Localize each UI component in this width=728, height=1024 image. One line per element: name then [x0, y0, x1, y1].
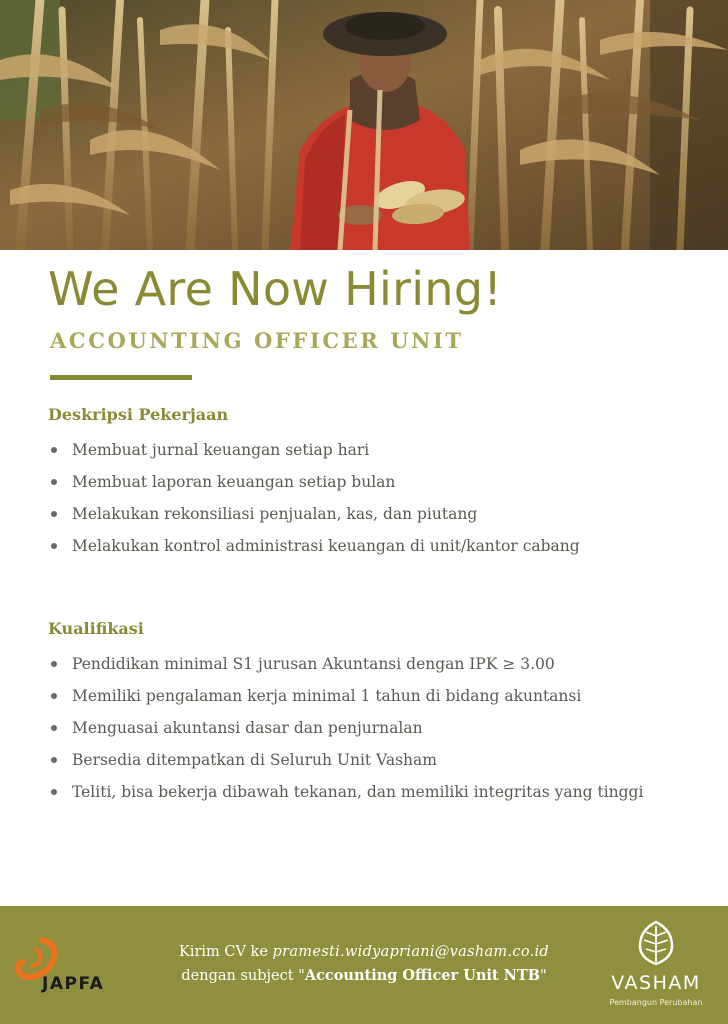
vasham-logo	[600, 920, 712, 1020]
list-item: Melakukan rekonsiliasi penjualan, kas, dan piutang	[48, 498, 674, 530]
cornfield-farmer-image	[0, 0, 728, 250]
list-item: Pendidikan minimal S1 jurusan Akuntansi dengan IPK ≥ 3.00	[48, 648, 674, 680]
contact-line-subject	[140, 964, 588, 988]
contact-line-email	[140, 940, 588, 964]
list-item: Bersedia ditempatkan di Seluruh Unit Vasham	[48, 744, 674, 776]
list-item: Melakukan kontrol administrasi keuangan di unit/kantor cabang	[48, 530, 674, 562]
vasham-leaf-icon	[636, 920, 676, 966]
position-title: ACCOUNTING OFFICER UNIT	[50, 328, 464, 353]
list-item: Menguasai akuntansi dasar dan penjurnalan	[48, 712, 674, 744]
list-item: Membuat jurnal keuangan setiap hari	[48, 434, 674, 466]
title-divider	[50, 375, 192, 380]
contact-info	[140, 940, 588, 988]
japfa-logo	[12, 936, 124, 998]
japfa-wordmark: JAPFA	[42, 974, 105, 994]
contact-prefix: Kirim CV ke	[178, 944, 273, 960]
page-title: We Are Now Hiring!	[48, 262, 503, 316]
subject-suffix: "	[539, 968, 547, 984]
qualifications-heading: Kualifikasi	[48, 619, 144, 638]
list-item: Teliti, bisa bekerja dibawah tekanan, dan memiliki integritas yang tinggi	[48, 776, 674, 808]
footer-bar	[0, 906, 728, 1024]
job-description-list	[48, 434, 674, 562]
qualifications-list	[48, 648, 674, 808]
email-link[interactable]: pramesti.widyapriani@vasham.co.id	[272, 944, 550, 960]
vasham-wordmark: VASHAM	[611, 972, 701, 994]
qualifications-section	[48, 618, 674, 808]
list-item: Memiliki pengalaman kerja minimal 1 tahun di bidang akuntansi	[48, 680, 674, 712]
job-description-heading: Deskripsi Pekerjaan	[48, 405, 229, 424]
email-subject: Accounting Officer Unit NTB	[304, 967, 540, 984]
hero-photo	[0, 0, 728, 250]
job-description-section	[48, 404, 674, 562]
list-item: Membuat laporan keuangan setiap bulan	[48, 466, 674, 498]
vasham-tagline: Pembangun Perubahan	[609, 998, 703, 1007]
subject-prefix: dengan subject "	[181, 968, 305, 984]
